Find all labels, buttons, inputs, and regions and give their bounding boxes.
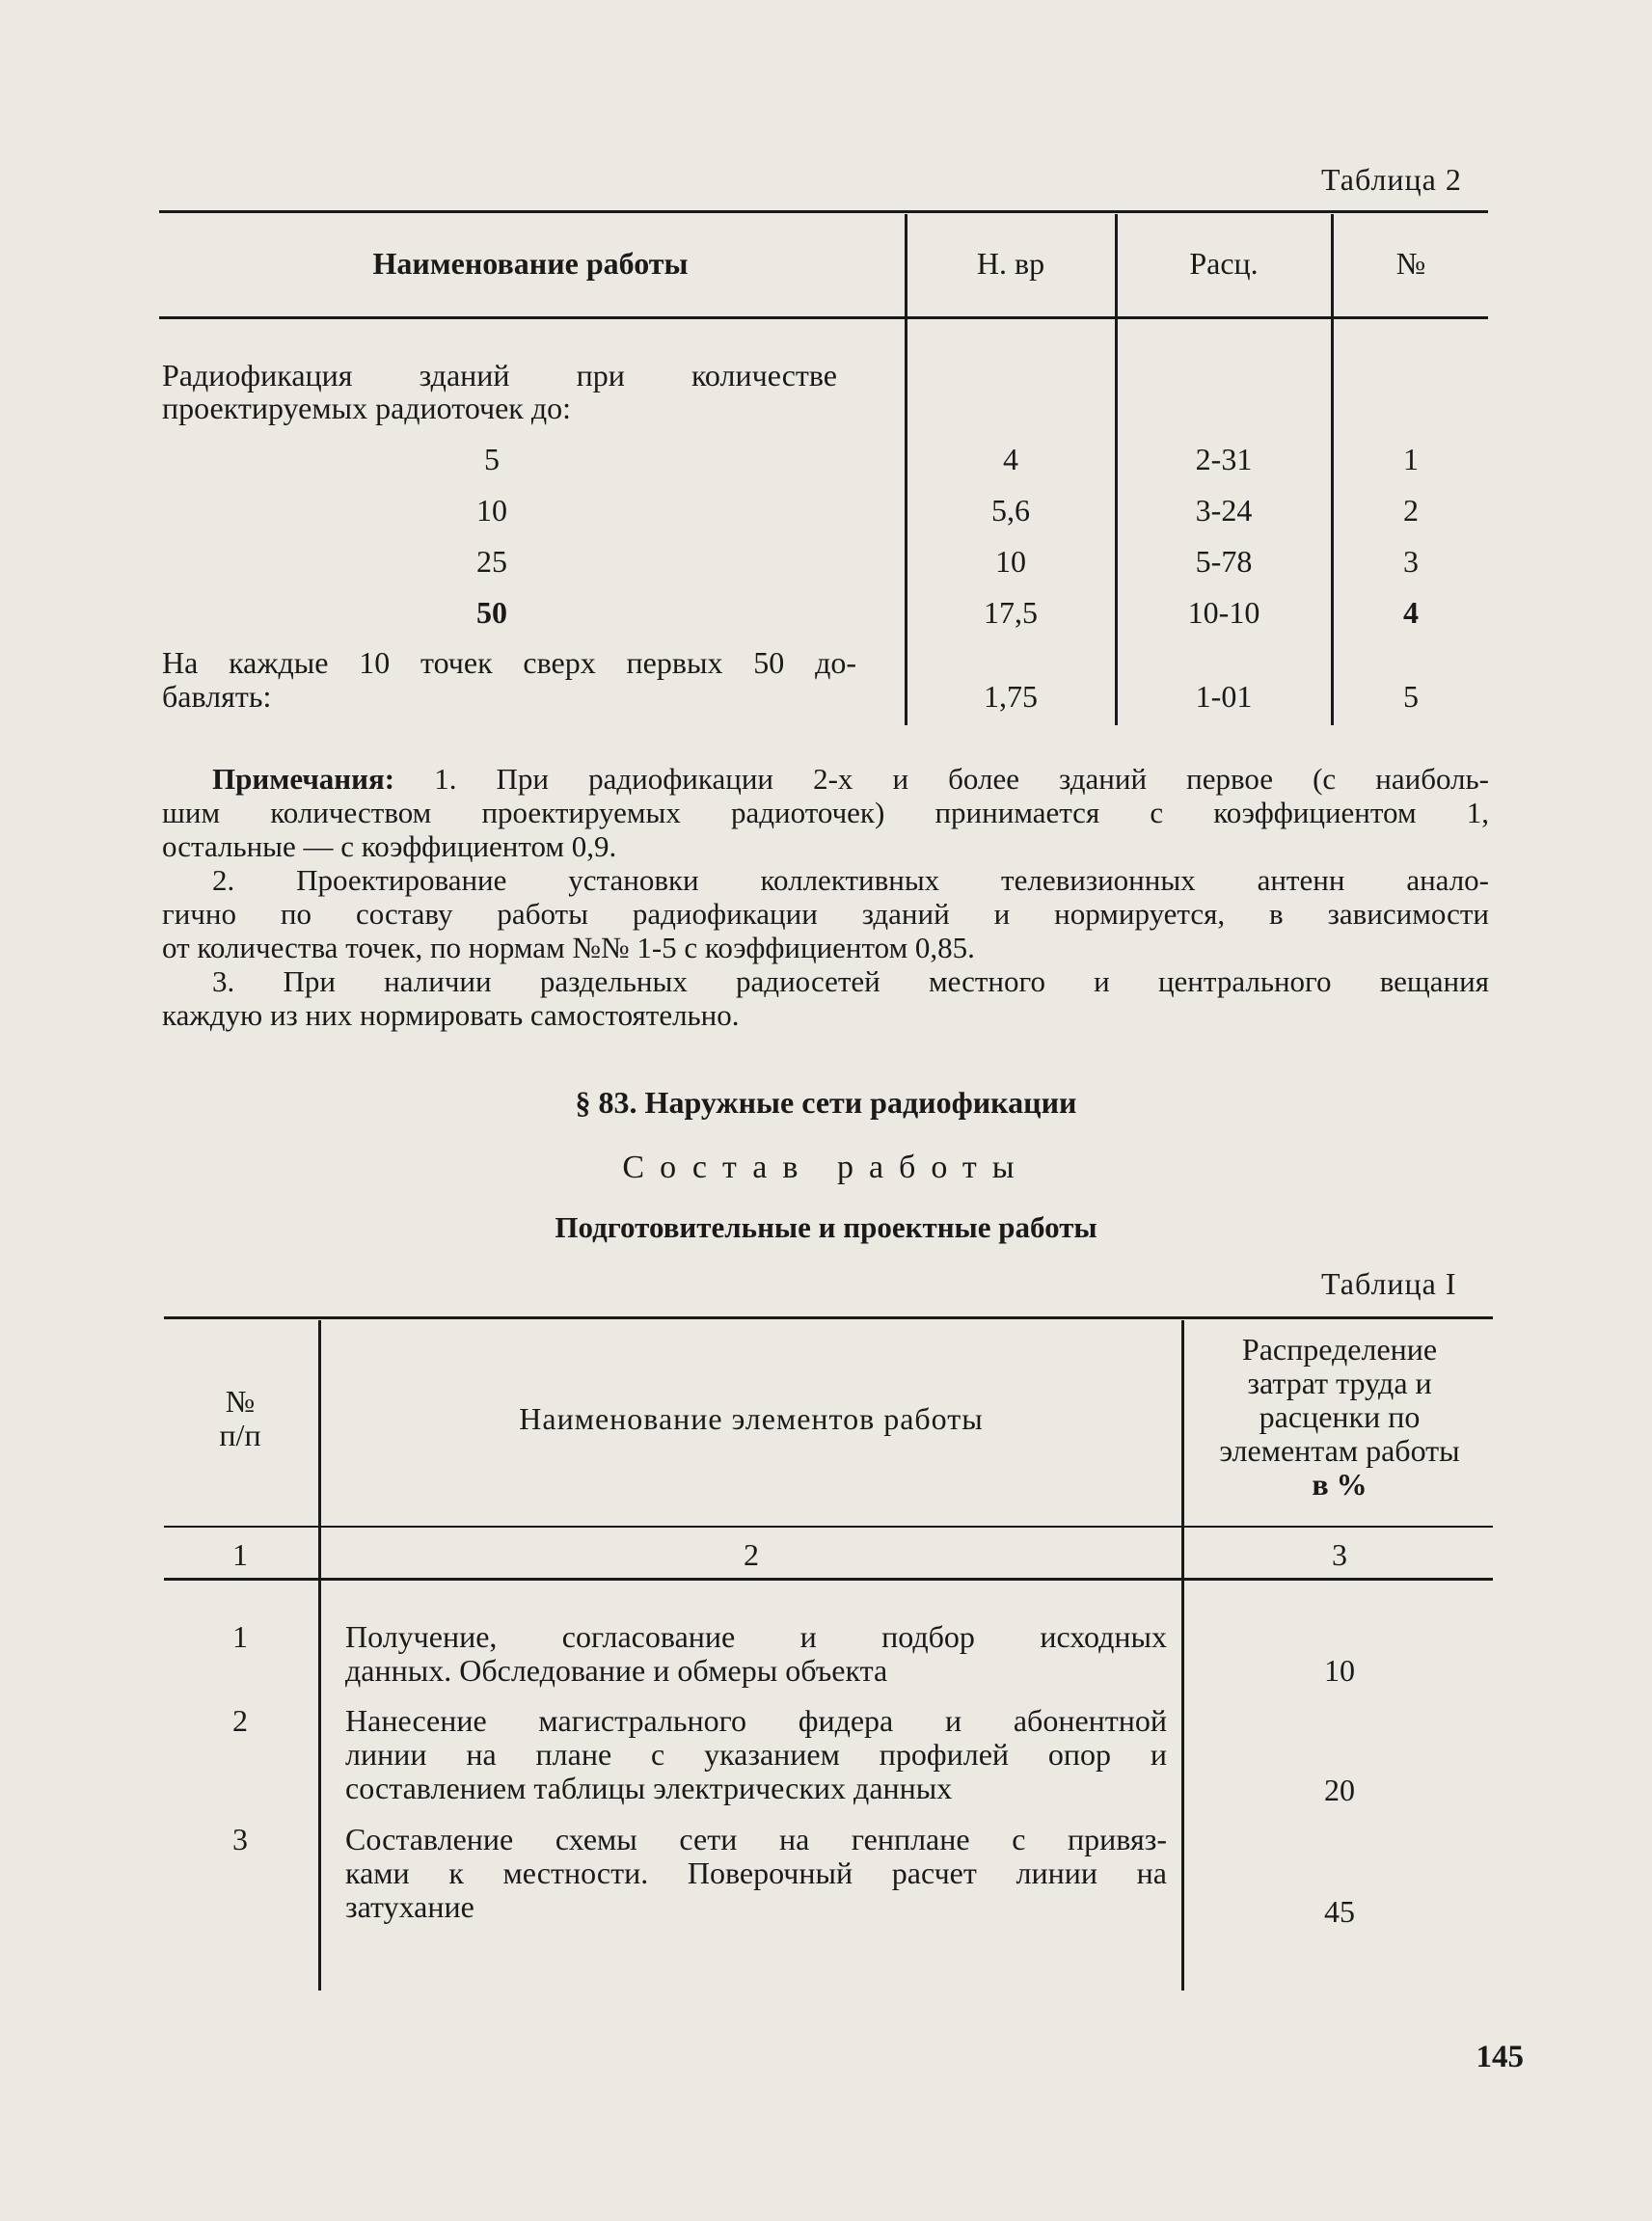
table2-row2-rasc: 3-24 <box>1195 493 1253 528</box>
section-subtitle: Подготовительные и проектные работы <box>555 1210 1097 1244</box>
section-title: § 83. Наружные сети радиофикации <box>575 1085 1077 1120</box>
table2-row1-rasc: 2-31 <box>1195 442 1253 476</box>
section-sostav: Состав работы <box>622 1150 1030 1185</box>
table1-caption: Таблица I <box>1321 1266 1457 1301</box>
table1-colnum-rule <box>164 1578 1493 1581</box>
table2-row3-num: 3 <box>1403 544 1419 579</box>
table1-colnum-1: 1 <box>232 1537 248 1572</box>
table1-row1-line1: Получение, согласование и подбор исходных <box>345 1619 1167 1654</box>
table2-header-name: Наименование работы <box>372 246 689 281</box>
table1-row2-line3: составлением таблицы электрических данных <box>345 1771 953 1805</box>
table1-col-divider-1 <box>318 1320 321 1991</box>
table1-row2-pct: 20 <box>1324 1773 1355 1807</box>
table1-header-rule <box>164 1526 1493 1528</box>
table2-extra-num: 5 <box>1403 679 1419 714</box>
table2-row4-hvr: 17,5 <box>984 595 1038 630</box>
table1-colnum-3: 3 <box>1332 1537 1347 1572</box>
note1-line1-text: 1. При радиофикации 2-х и более зданий первое (с наиболь- <box>434 762 1489 796</box>
table1-header-dist-line5: в % <box>1312 1467 1368 1502</box>
table1-header-num-line2: п/п <box>219 1418 261 1452</box>
table2-row4-rasc: 10-10 <box>1187 595 1260 630</box>
table1-row3-line3: затухание <box>345 1889 474 1924</box>
table2-caption: Таблица 2 <box>1321 162 1462 197</box>
page-number: 145 <box>1476 2040 1524 2074</box>
table2-row1-hvr: 4 <box>1003 442 1018 476</box>
table2-intro-line1: Радиофикация зданий при количестве <box>162 358 837 393</box>
table2-header-rasc: Расц. <box>1189 246 1259 281</box>
table1-header-dist-line3: расценки по <box>1259 1399 1421 1434</box>
table1-row2-line2: линии на плане с указанием профилей опор и <box>345 1737 1167 1772</box>
note2-line1: 2. Проектирование установки коллективных телевизионных антенн анало- <box>212 863 1489 897</box>
table2-row3-hvr: 10 <box>995 544 1026 579</box>
note1-line2: шим количеством проектируемых радиоточек) принимается с коэффициентом 1, <box>162 796 1489 829</box>
note2-line2: гично по составу работы радиофикации зданий и нормируется, в зависимости <box>162 897 1489 931</box>
table1-row1-num: 1 <box>232 1619 248 1654</box>
table2-extra-line1: На каждые 10 точек сверх первых 50 до- <box>162 645 856 680</box>
table1-header-num-line1: № <box>225 1384 256 1419</box>
table1-row3-pct: 45 <box>1324 1894 1355 1929</box>
table2-row2-hvr: 5,6 <box>991 493 1030 528</box>
table1-row1-line2: данных. Обследование и обмеры объекта <box>345 1653 888 1688</box>
table2-row1-label: 5 <box>484 442 500 476</box>
table1-header-dist-line4: элементам работы <box>1219 1433 1460 1468</box>
table2-col-divider-2 <box>1115 214 1118 725</box>
table1-header-name: Наименование элементов работы <box>519 1401 984 1436</box>
table2-extra-hvr: 1,75 <box>984 679 1038 714</box>
table2-extra-line2: бавлять: <box>162 679 272 714</box>
note3-line1: 3. При наличии раздельных радиосетей местного и центрального вещания <box>212 964 1489 998</box>
table1-header-dist-line2: затрат труда и <box>1247 1366 1432 1400</box>
table2-extra-rasc: 1-01 <box>1195 679 1253 714</box>
table2-row2-label: 10 <box>476 493 507 528</box>
table2-intro-line2: проектируемых радиоточек до: <box>162 391 571 425</box>
table2-header-num: № <box>1395 246 1426 281</box>
table1-row2-line1: Нанесение магистрального фидера и абонентной <box>345 1703 1167 1738</box>
note3-line2: каждую из них нормировать самостоятельно. <box>162 998 740 1032</box>
table1-top-rule <box>164 1316 1493 1319</box>
notes-title: Примечания: <box>212 762 395 796</box>
table2-row3-label: 25 <box>476 544 507 579</box>
table2-top-rule <box>159 210 1488 213</box>
table1-row3-line1: Составление схемы сети на генплане с привяз- <box>345 1822 1167 1856</box>
note1-line1 <box>162 762 1489 796</box>
table1-header-dist-line1: Распределение <box>1241 1332 1438 1367</box>
table2-col-divider-1 <box>905 214 907 725</box>
notes-block <box>162 762 1489 1032</box>
note1-line3: остальные — с коэффициентом 0,9. <box>162 829 617 863</box>
table1-colnum-2: 2 <box>744 1537 759 1572</box>
table2-col-divider-3 <box>1331 214 1334 725</box>
table1-row1-pct: 10 <box>1324 1653 1355 1688</box>
table2-header-rule <box>159 316 1488 319</box>
table2-row1-num: 1 <box>1403 442 1419 476</box>
table2-row2-num: 2 <box>1403 493 1419 528</box>
table1-col-divider-2 <box>1181 1320 1184 1991</box>
table2-row4-label: 50 <box>476 595 507 630</box>
table2-row4-num: 4 <box>1403 595 1419 630</box>
table2-header-hvr: Н. вр <box>976 246 1045 281</box>
table1-row3-line2: ками к местности. Поверочный расчет линии на <box>345 1855 1167 1890</box>
note2-line3: от количества точек, по нормам №№ 1-5 с коэффициентом 0,85. <box>162 931 975 964</box>
table2-row3-rasc: 5-78 <box>1195 544 1253 579</box>
table1-row2-num: 2 <box>232 1703 248 1738</box>
table1-row3-num: 3 <box>232 1822 248 1856</box>
